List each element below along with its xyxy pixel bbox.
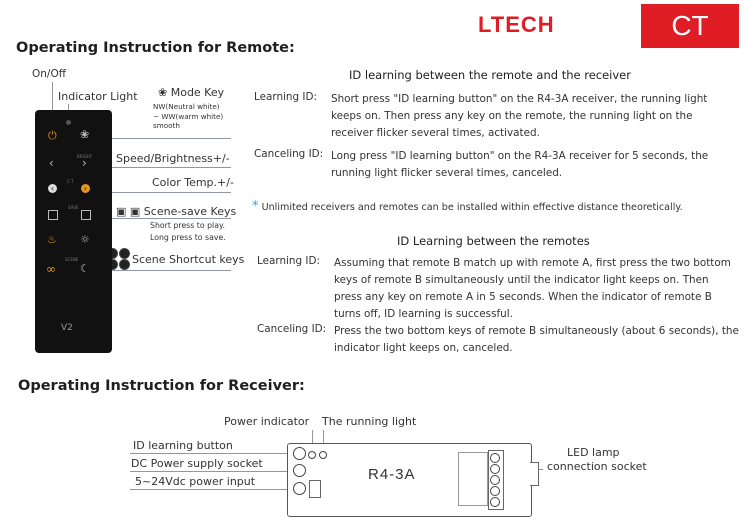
leader-color-temp bbox=[96, 192, 231, 193]
mode-ww-note: (warm white) bbox=[175, 111, 224, 121]
ct-mark: C.T bbox=[67, 179, 74, 184]
receiver-section-title: Operating Instruction for Receiver: bbox=[18, 378, 305, 394]
scene-mark: SCENE bbox=[65, 257, 79, 262]
leader-power-input bbox=[130, 489, 298, 490]
save-icon: ▣ ▣ bbox=[116, 205, 141, 218]
mode-smooth: smooth bbox=[153, 121, 180, 130]
output-terminal-3 bbox=[490, 475, 500, 485]
ct-badge: CT bbox=[641, 4, 739, 48]
label-power-indicator: Power indicator bbox=[224, 415, 310, 428]
label-led-socket-2: connection socket bbox=[547, 460, 647, 473]
input-terminal-block bbox=[309, 480, 321, 498]
mode-key-group: ❀ Mode Key NW(Neutral white) − WW(warm white) smooth bbox=[153, 86, 225, 130]
indicator-led bbox=[66, 120, 71, 125]
receiver-end-cap bbox=[530, 462, 539, 486]
output-terminal-4 bbox=[490, 486, 500, 496]
term-learning-id-1: Learning ID: bbox=[254, 91, 317, 103]
note-star-icon: * bbox=[252, 199, 259, 214]
text-learning-id-1: Short press "ID learning button" on the R4-3A receiver, the running light keeps on. Then press any key on the remote, the running light on the receiver flicker several times, activated. bbox=[331, 93, 708, 139]
mode-key-heading bbox=[158, 86, 224, 99]
leader-speed bbox=[96, 167, 231, 168]
power-key-icon[interactable]: ⏻ bbox=[48, 129, 57, 142]
label-on-off: On/Off bbox=[32, 68, 66, 80]
label-scene-save: Scene-save Keys bbox=[143, 205, 237, 218]
label-power-input: 5~24Vdc power input bbox=[135, 475, 256, 488]
save-mark: SAVE bbox=[68, 205, 79, 210]
term-canceling-id-1: Canceling ID: bbox=[254, 148, 324, 160]
running-light-led bbox=[319, 451, 327, 459]
output-label-panel bbox=[458, 452, 488, 506]
scene-shortcut-1-icon[interactable]: ∞ bbox=[46, 262, 56, 276]
output-terminal-5 bbox=[490, 497, 500, 507]
label-dc-socket: DC Power supply socket bbox=[131, 457, 263, 470]
scene-shortcut-2-icon[interactable]: ☾ bbox=[80, 262, 90, 275]
term-canceling-id-2: Canceling ID: bbox=[257, 323, 327, 335]
text-canceling-id-2: Press the two bottom keys of remote B simultaneously (about 6 seconds), the indicator light keeps on, canceled. bbox=[334, 325, 739, 354]
mode-icon: ❀ bbox=[158, 86, 168, 99]
label-scene-save-short: Short press to play. bbox=[150, 221, 225, 230]
leader-id-learning-button bbox=[130, 453, 298, 454]
bright-mark: BRIGHT bbox=[77, 154, 93, 159]
label-running-light: The running light bbox=[322, 415, 417, 428]
label-scene-save-long: Long press to save. bbox=[150, 233, 226, 242]
leader-scene-shortcut bbox=[96, 270, 231, 271]
receiver-model: R4-3A bbox=[368, 466, 416, 483]
note-text: Unlimited receivers and remotes can be installed within effective distance theoretically. bbox=[261, 202, 683, 213]
scene-save-key-1-icon[interactable] bbox=[48, 210, 58, 220]
scene-save-heading bbox=[116, 205, 236, 218]
brightness-up-key-icon[interactable]: › bbox=[82, 156, 87, 170]
mode-nw: NW bbox=[153, 102, 166, 111]
leader-dc-socket bbox=[130, 471, 298, 472]
leader-mode bbox=[96, 138, 231, 139]
mode-ww: WW bbox=[161, 111, 176, 121]
scene-sun-key-icon[interactable]: ☼ bbox=[80, 233, 90, 246]
ct-up-key-icon[interactable]: › bbox=[81, 184, 90, 193]
scene-save-key-2-icon[interactable] bbox=[81, 210, 91, 220]
brightness-down-key-icon[interactable]: ‹ bbox=[49, 156, 54, 170]
id-learning-remotes-title: ID Learning between the remotes bbox=[397, 234, 590, 248]
note-line bbox=[252, 199, 683, 214]
remote-section-title: Operating Instruction for Remote: bbox=[16, 40, 295, 56]
output-terminal-1 bbox=[490, 453, 500, 463]
id-learning-receiver-title: ID learning between the remote and the receiver bbox=[349, 68, 631, 82]
label-speed-brightness: Speed/Brightness+/- bbox=[116, 152, 230, 165]
text-learning-id-2: Assuming that remote B match up with remote A, first press the two bottom keys of remote B simultaneously until the indicator light keeps on. Then press any key on remote A in 5 seconds. When the indicator of remote B turns off, ID learning is successful. bbox=[334, 257, 731, 320]
mode-nw-note: (Neutral white) bbox=[165, 102, 220, 111]
brand-logo: LTECH bbox=[478, 12, 555, 37]
dc-socket-icon bbox=[293, 464, 306, 477]
leader-scene-save bbox=[96, 218, 231, 219]
label-color-temp: Color Temp.+/- bbox=[152, 176, 234, 189]
term-learning-id-2: Learning ID: bbox=[257, 255, 320, 267]
remote-model-mark: V2 bbox=[61, 323, 73, 333]
label-mode-key: Mode Key bbox=[170, 86, 225, 99]
remote-control bbox=[35, 110, 112, 353]
label-indicator-light: Indicator Light bbox=[58, 90, 138, 103]
output-terminal-2 bbox=[490, 464, 500, 474]
mode-key-icon[interactable]: ❀ bbox=[80, 128, 90, 141]
label-id-learning-button: ID learning button bbox=[133, 439, 233, 452]
label-scene-shortcut: Scene Shortcut keys bbox=[132, 253, 245, 266]
scene-warm-key-icon[interactable]: ♨ bbox=[47, 233, 57, 246]
label-led-socket-1: LED lamp bbox=[567, 446, 620, 459]
text-canceling-id-1: Long press "ID learning button" on the R4-3A receiver for 5 seconds, the running light flicker several times, canceled. bbox=[331, 150, 709, 179]
id-learning-button-icon[interactable] bbox=[293, 447, 306, 460]
power-input-terminal-icon bbox=[293, 482, 306, 495]
power-indicator-led bbox=[308, 451, 316, 459]
ct-down-key-icon[interactable]: ‹ bbox=[48, 184, 57, 193]
